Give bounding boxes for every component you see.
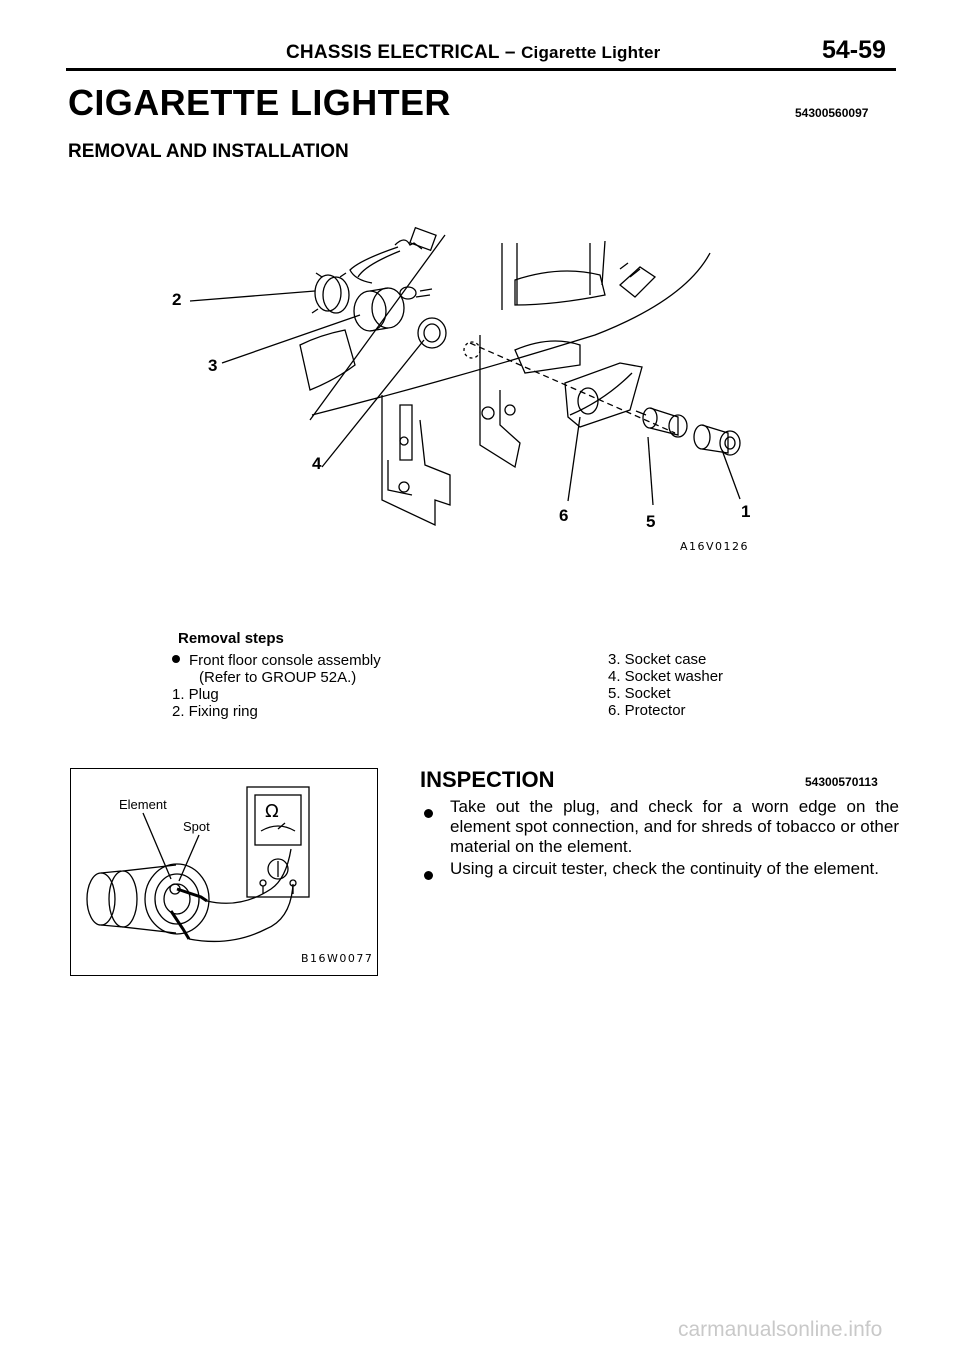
- title-code: 54300560097: [795, 106, 869, 120]
- removal-step: 3. Socket case: [608, 651, 707, 668]
- inspection-item-text: Take out the plug, and check for a worn edge on the element spot connection, and for shreds of tobacco or other material on the element.: [450, 797, 899, 856]
- removal-step-text: Front floor console assembly: [189, 652, 381, 669]
- inspection-code: 54300570113: [805, 775, 878, 789]
- callout-6: 6: [559, 506, 569, 525]
- header-separator: –: [504, 42, 516, 63]
- removal-illustration-drawing: [150, 205, 790, 565]
- section-title: REMOVAL AND INSTALLATION: [68, 141, 349, 162]
- removal-steps-left: [172, 652, 381, 720]
- inspection-item-text: Using a circuit tester, check the continuity of the element.: [450, 859, 879, 878]
- spot-label: Spot: [183, 819, 210, 834]
- bullet-icon: [424, 871, 433, 880]
- removal-step: 1. Plug: [172, 686, 219, 703]
- callout-1: 1: [741, 502, 751, 521]
- callout-4: 4: [312, 454, 322, 473]
- inspection-title: INSPECTION: [420, 767, 555, 792]
- watermark: carmanualsonline.info: [678, 1318, 883, 1341]
- removal-step: 6. Protector: [608, 702, 686, 719]
- element-label: Element: [119, 797, 167, 812]
- removal-step: (Refer to GROUP 52A.): [199, 669, 357, 686]
- removal-step: [172, 652, 381, 669]
- list-item: [424, 859, 899, 885]
- inspection-list: [424, 797, 899, 887]
- removal-step: 4. Socket washer: [608, 668, 724, 685]
- callout-3: 3: [208, 356, 218, 375]
- callout-5: 5: [646, 512, 656, 531]
- list-item: [424, 797, 899, 857]
- removal-steps-heading: Removal steps: [178, 630, 284, 647]
- inspection-illustration: [70, 768, 378, 976]
- removal-step: 2. Fixing ring: [172, 703, 258, 720]
- inspection-illustration-drawing: [71, 769, 376, 974]
- inspection-figure-code: B16W0077: [301, 952, 374, 965]
- bullet-icon: [172, 655, 180, 663]
- page-number: 54-59: [822, 36, 886, 64]
- removal-steps-right: [608, 651, 723, 719]
- header-section: CHASSIS ELECTRICAL: [286, 42, 500, 63]
- callout-2: 2: [172, 290, 182, 309]
- figure-code: A16V0126: [680, 540, 750, 553]
- header-rule: [66, 68, 896, 71]
- page-title: CIGARETTE LIGHTER: [68, 82, 451, 123]
- removal-illustration: [150, 205, 790, 570]
- bullet-icon: [424, 809, 433, 818]
- removal-step: 5. Socket: [608, 685, 671, 702]
- svg-text:Ω: Ω: [265, 801, 279, 822]
- header-subsection: Cigarette Lighter: [521, 43, 661, 62]
- header-section-title: [286, 42, 661, 64]
